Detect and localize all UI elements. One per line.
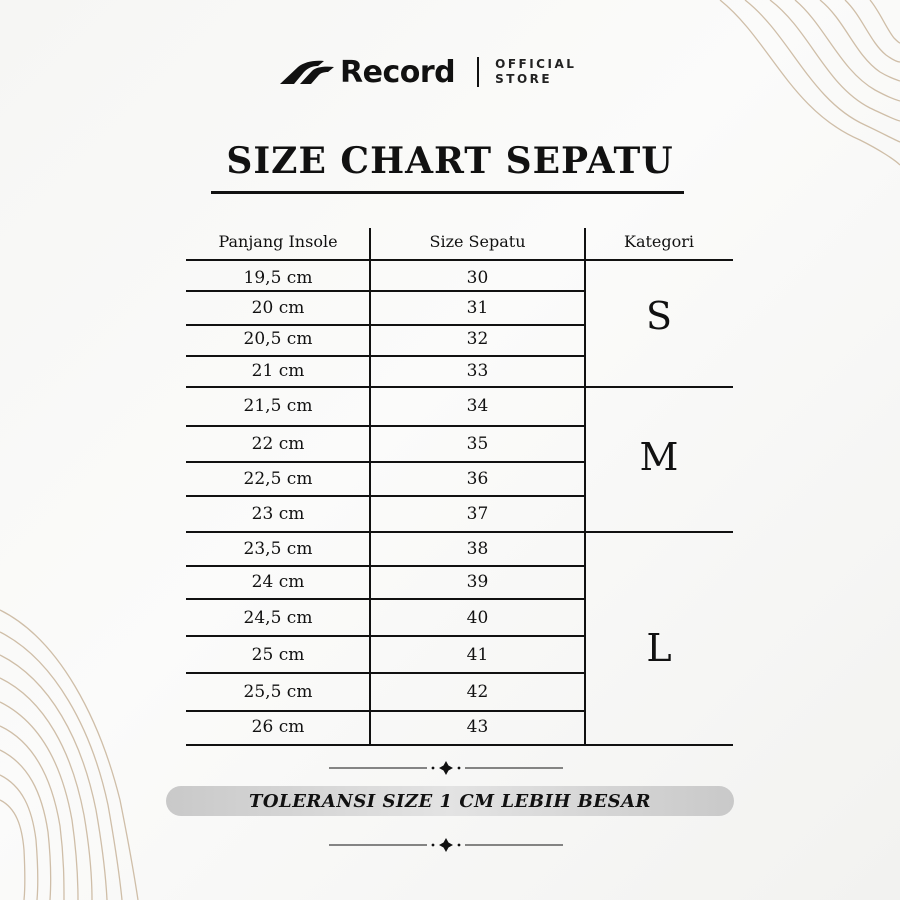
insole-length-cell: 23 cm xyxy=(251,504,305,524)
category-s: S xyxy=(645,294,673,338)
row-divider xyxy=(186,290,585,292)
insole-length-cell: 22 cm xyxy=(251,434,305,454)
row-divider xyxy=(186,324,585,326)
row-divider xyxy=(186,565,585,567)
insole-length-cell: 20,5 cm xyxy=(243,329,313,349)
row-divider xyxy=(186,425,585,427)
category-divider xyxy=(585,386,733,388)
shoe-size-cell: 37 xyxy=(466,504,489,524)
shoe-size-cell: 41 xyxy=(466,645,489,665)
row-divider xyxy=(186,461,585,463)
insole-length-cell: 24 cm xyxy=(251,572,305,592)
shoe-size-cell: 35 xyxy=(466,434,489,454)
row-divider xyxy=(186,672,585,674)
insole-length-cell: 21,5 cm xyxy=(243,396,313,416)
shoe-size-cell: 31 xyxy=(466,298,489,318)
insole-length-cell: 25,5 cm xyxy=(243,682,313,702)
row-divider xyxy=(186,635,585,637)
header-rule xyxy=(186,259,733,261)
title-underline xyxy=(211,191,684,194)
header-category: Kategori xyxy=(623,232,695,251)
row-divider xyxy=(186,598,585,600)
insole-length-cell: 20 cm xyxy=(251,298,305,318)
logo-divider xyxy=(477,57,479,87)
category-divider xyxy=(585,531,733,533)
tolerance-note-banner xyxy=(166,786,734,816)
brand-logo xyxy=(278,52,576,92)
tolerance-note: TOLERANSI SIZE 1 CM LEBIH BESAR xyxy=(248,790,651,812)
store-line-1: OFFICIAL xyxy=(495,57,577,71)
row-divider xyxy=(186,744,733,746)
shoe-size-cell: 34 xyxy=(466,396,489,416)
shoe-size-cell: 42 xyxy=(466,682,489,702)
shoe-size-cell: 32 xyxy=(466,329,489,349)
shoe-size-cell: 30 xyxy=(466,268,489,288)
shoe-size-cell: 36 xyxy=(466,469,489,489)
four-point-star-icon xyxy=(329,761,563,775)
official-store-label xyxy=(495,57,576,87)
category-m: M xyxy=(639,435,679,479)
shoe-size-cell: 38 xyxy=(466,539,489,559)
row-divider xyxy=(186,386,585,388)
insole-length-cell: 23,5 cm xyxy=(243,539,313,559)
insole-length-cell: 21 cm xyxy=(251,361,305,381)
shoe-size-cell: 33 xyxy=(466,361,489,381)
record-swoosh-icon xyxy=(278,57,336,87)
category-l: L xyxy=(646,626,672,670)
row-divider xyxy=(186,531,585,533)
shoe-size-cell: 40 xyxy=(466,608,489,628)
row-divider xyxy=(186,495,585,497)
shoe-size-cell: 43 xyxy=(466,717,489,737)
header-insole: Panjang Insole xyxy=(218,232,338,251)
insole-length-cell: 19,5 cm xyxy=(243,268,313,288)
row-divider xyxy=(186,355,585,357)
insole-length-cell: 26 cm xyxy=(251,717,305,737)
insole-length-cell: 25 cm xyxy=(251,645,305,665)
page-title: SIZE CHART SEPATU xyxy=(226,140,674,182)
insole-length-cell: 22,5 cm xyxy=(243,469,313,489)
store-line-2: STORE xyxy=(495,72,553,86)
brand-name: Record xyxy=(340,54,456,90)
insole-length-cell: 24,5 cm xyxy=(243,608,313,628)
shoe-size-cell: 39 xyxy=(466,572,489,592)
header-size: Size Sepatu xyxy=(429,232,526,251)
row-divider xyxy=(186,710,585,712)
four-point-star-icon xyxy=(329,838,563,852)
